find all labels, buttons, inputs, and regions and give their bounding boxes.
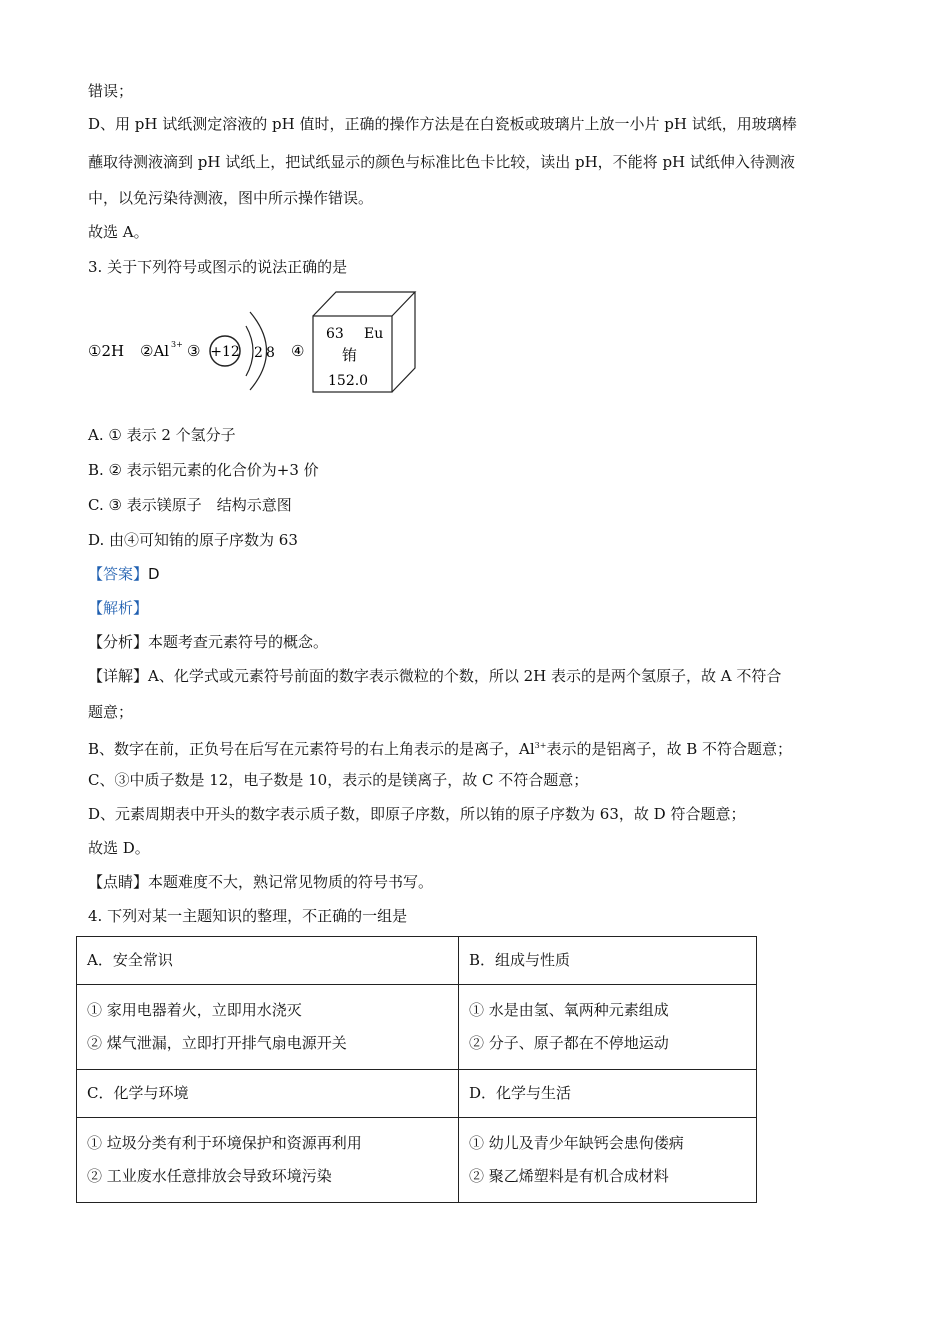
explain-detail-b: [88, 735, 792, 760]
symbol-al-charge: 3+: [171, 340, 183, 349]
answer-line: [88, 563, 160, 585]
explain-b-part2: 表示的是铝离子，故 B 不符合题意；: [546, 740, 793, 758]
explain-detail-c: C、③中质子数是 12，电子数是 10，表示的是镁离子，故 C 不符合题意；: [88, 771, 589, 789]
answer-tag: 【答案】: [88, 565, 149, 583]
cell-b-body: [459, 985, 757, 1070]
cell-d-item-2: ② 聚乙烯塑料是有机合成材料: [469, 1167, 669, 1185]
option-d: D. 由④可知铕的原子序数为 63: [88, 531, 298, 549]
element-mass: 152.0: [328, 373, 369, 389]
cell-d-body: [459, 1118, 757, 1203]
cell-b-head: B．组成与性质: [459, 937, 757, 985]
cell-d-item-1: ① 幼儿及青少年缺钙会患佝偻病: [469, 1134, 684, 1152]
symbol-al: ②Al: [140, 342, 170, 360]
cell-b-item-2: ② 分子、原子都在不停地运动: [469, 1034, 669, 1052]
cell-a-body: [77, 985, 459, 1070]
label-4: ④: [291, 342, 305, 360]
text-line-3: 蘸取待测液滴到 pH 试纸上，把试纸显示的颜色与标准比色卡比较，读出 pH，不能将 pH 试纸伸入待测液: [88, 153, 795, 171]
element-number: 63: [326, 326, 344, 342]
cell-c-body: [77, 1118, 459, 1203]
explain-detail-a-cont: 题意；: [88, 703, 134, 721]
text-line-5: 故选 A。: [88, 223, 149, 241]
label-3: ③: [187, 342, 201, 360]
cell-c-head: C．化学与环境: [77, 1070, 459, 1118]
element-cell-eu: [313, 292, 415, 392]
element-name: 铕: [342, 346, 358, 364]
cell-a-head: A．安全常识: [77, 937, 459, 985]
cell-a-item-1: ① 家用电器着火，立即用水浇灭: [87, 1001, 302, 1019]
explain-analysis: 【分析】本题考查元素符号的概念。: [88, 633, 329, 651]
shell-1-electrons: 2: [254, 345, 263, 361]
cell-a-item-2: ② 煤气泄漏，立即打开排气扇电源开关: [87, 1034, 347, 1052]
text-line-4: 中，以免污染待测液，图中所示操作错误。: [88, 189, 374, 207]
cell-c-item-1: ① 垃圾分类有利于环境保护和资源再利用: [87, 1134, 362, 1152]
option-a: A. ① 表示 2 个氢分子: [88, 426, 236, 444]
explain-choice: 故选 D。: [88, 839, 150, 857]
question-3-title: 3. 关于下列符号或图示的说法正确的是: [88, 258, 348, 276]
explain-detail-d: D、元素周期表中开头的数字表示质子数，即原子序数，所以铕的原子序数为 63，故 D 符合题意；: [88, 805, 746, 823]
analysis-tag: 【解析】: [88, 599, 149, 617]
option-b: B. ② 表示铝元素的化合价为+3 价: [88, 461, 319, 479]
cell-d-head: D．化学与生活: [459, 1070, 757, 1118]
knowledge-table: [76, 936, 757, 1203]
element-symbol: Eu: [364, 326, 384, 342]
nucleus-charge: +12: [210, 344, 240, 360]
explain-b-part1: B、数字在前，正负号在后写在元素符号的右上角表示的是离子，Al: [88, 740, 535, 758]
answer-value: D: [148, 565, 160, 583]
option-c: C. ③ 表示镁原子 结构示意图: [88, 496, 292, 514]
question-4-title: 4. 下列对某一主题知识的整理，不正确的一组是: [88, 907, 408, 925]
text-line-2: D、用 pH 试纸测定溶液的 pH 值时，正确的操作方法是在白瓷板或玻璃片上放一小片 pH 试纸，用玻璃棒: [88, 115, 797, 133]
text-line-1: 错误；: [88, 82, 134, 100]
shell-2-electrons: 8: [266, 345, 275, 361]
cell-b-item-1: ① 水是由氢、氧两种元素组成: [469, 1001, 669, 1019]
symbol-2h: ①2H: [88, 342, 125, 360]
explain-remark: 【点睛】本题难度不大，熟记常见物质的符号书写。: [88, 873, 434, 891]
explain-b-sup: 3+: [534, 741, 547, 750]
question-3-figure: [88, 290, 428, 400]
explain-detail-a: 【详解】A、化学式或元素符号前面的数字表示微粒的个数，所以 2H 表示的是两个氢原子，故 A 不符合: [88, 667, 782, 685]
electron-shell-1: [246, 326, 253, 376]
cell-c-item-2: ② 工业废水任意排放会导致环境污染: [87, 1167, 332, 1185]
